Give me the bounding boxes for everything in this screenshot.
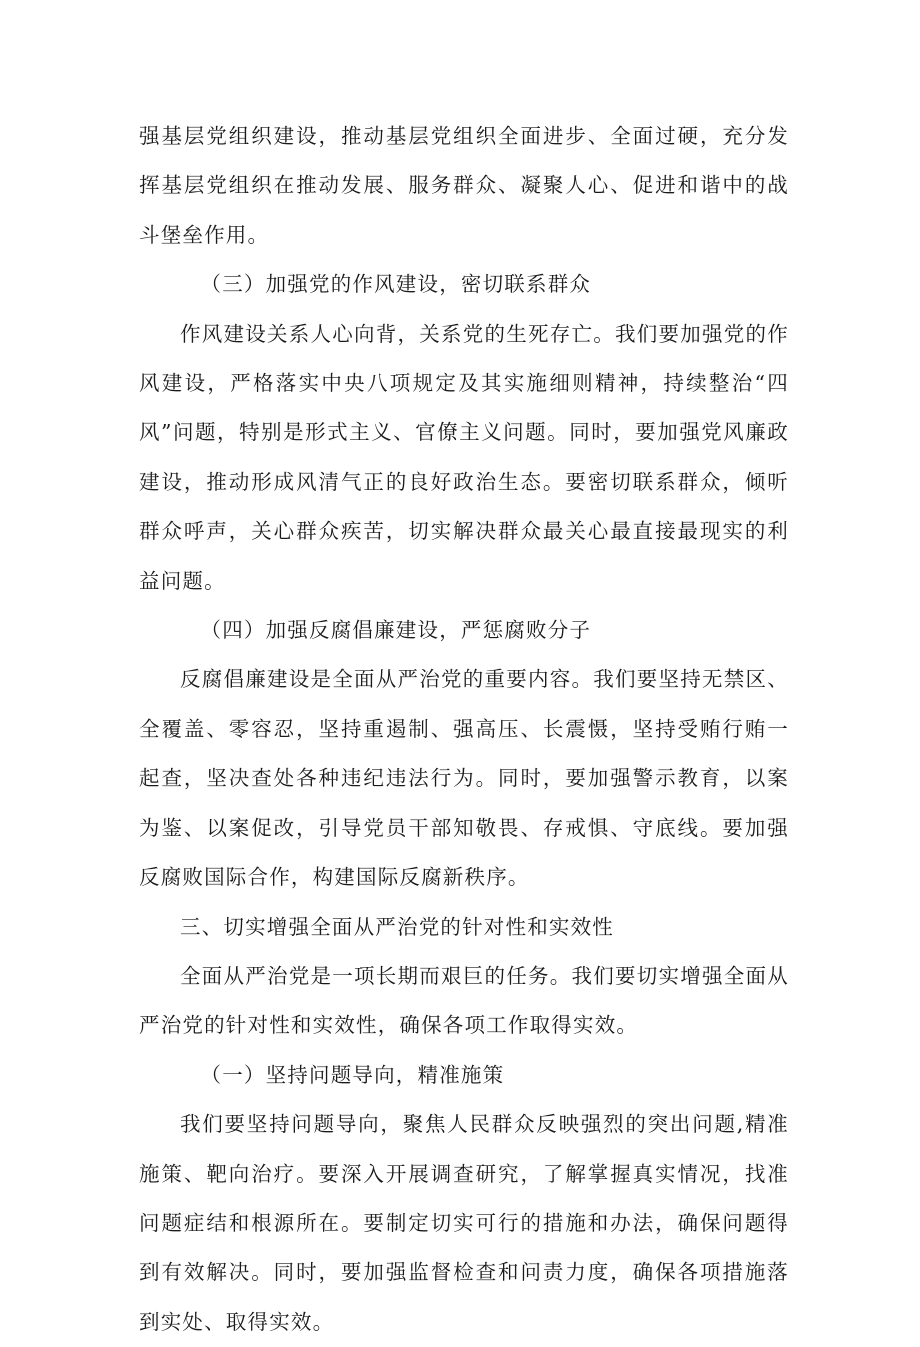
subheading-1: （一）坚持问题导向，精准施策 — [200, 1062, 505, 1087]
section-heading-3: 三、切实增强全面从严治党的针对性和实效性 — [180, 914, 614, 939]
paragraph-effectiveness: 全面从严治党是一项长期而艰巨的任务。我们要切实增强全面从严治党的针对性和实效性，确保各项工作取得实效。 — [139, 963, 789, 1038]
paragraph-anti-corruption: 反腐倡廉建设是全面从严治党的重要内容。我们要坚持无禁区、全覆盖、零容忍，坚持重遏制、强高压、长震慑，坚持受贿行贿一起查，坚决查处各种违纪违法行为。同时，要加强警示教育，以案为鉴、以案促改，引导党员干部知敬畏、存戒惧、守底线。要加强反腐败国际合作，构建国际反腐新秩序。 — [139, 667, 789, 890]
subheading-4: （四）加强反腐倡廉建设，严惩腐败分子 — [200, 618, 592, 643]
subheading-3: （三）加强党的作风建设，密切联系群众 — [200, 272, 592, 297]
paragraph-continued: 强基层党组织建设，推动基层党组织全面进步、全面过硬，充分发挥基层党组织在推动发展、服务群众、凝聚人心、促进和谐中的战斗堡垒作用。 — [139, 124, 789, 247]
paragraph-style-building: 作风建设关系人心向背，关系党的生死存亡。我们要加强党的作风建设，严格落实中央八项规定及其实施细则精神，持续整治“四风”问题，特别是形式主义、官僚主义问题。同时，要加强党风廉政建设，推动形成风清气正的良好政治生态。要密切联系群众，倾听群众呼声，关心群众疾苦，切实解决群众最关心最直接最现实的利益问题。 — [139, 321, 789, 593]
paragraph-problem-oriented: 我们要坚持问题导向，聚焦人民群众反映强烈的突出问题,精准施策、靶向治疗。要深入开展调查研究，了解掌握真实情况，找准问题症结和根源所在。要制定切实可行的措施和办法，确保问题得到有效解决。同时，要加强监督检查和问责力度，确保各项措施落到实处、取得实效。 — [139, 1112, 789, 1334]
document-body — [139, 112, 789, 1347]
